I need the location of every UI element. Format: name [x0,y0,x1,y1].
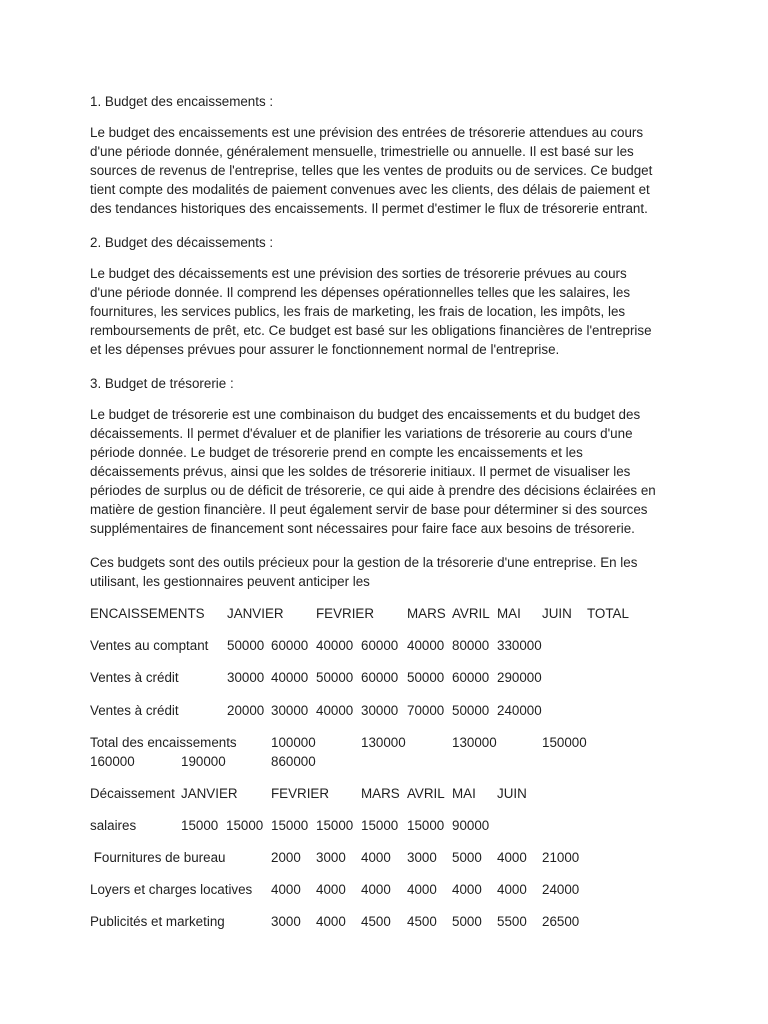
cell-value: 30000 [271,703,309,718]
header-cell: FEVRIER [316,606,375,621]
cell-value: 15000 [226,818,264,833]
cell-value: 150000 [542,735,587,750]
cell-total: 860000 [271,754,316,769]
cell-value: 4000 [361,850,391,865]
cell-value: 4500 [407,914,437,929]
table-row [90,912,690,931]
section-2-heading: 2. Budget des décaissements : [90,235,274,250]
row-label: Total des encaissements [90,735,237,750]
section-1-heading: 1. Budget des encaissements : [90,94,274,109]
conclusion-paragraph: Ces budgets sont des outils précieux pour la gestion de la trésorerie d'une entreprise. En les utilisant, les gestionnaires peuvent anticiper les [90,555,638,589]
header-cell: AVRIL [407,786,445,801]
cell-value: 50000 [407,670,445,685]
cell-value: 40000 [271,670,309,685]
row-label: Loyers et charges locatives [90,882,253,897]
cell-total: 330000 [497,638,542,653]
row-label: Ventes au comptant [90,638,209,653]
header-cell: JANVIER [227,606,284,621]
cell-value: 2000 [271,850,301,865]
cell-value: 70000 [407,703,445,718]
header-cell: MARS [407,606,446,621]
row-label: Publicités et marketing [90,914,225,929]
table-row [90,668,690,687]
cell-value: 30000 [227,670,265,685]
header-cell: MAI [497,606,521,621]
header-cell: JANVIER [181,786,238,801]
cell-value: 190000 [181,754,226,769]
cell-value: 5000 [452,914,482,929]
cell-value: 60000 [452,670,490,685]
cell-value: 4000 [316,882,346,897]
header-cell: MARS [361,786,400,801]
cell-value: 80000 [452,638,490,653]
cell-total: 240000 [497,703,542,718]
header-cell: JUIN [542,606,572,621]
table-row [90,848,690,867]
cell-value: 4000 [497,850,527,865]
cell-total: 90000 [452,818,490,833]
table-row [90,816,690,835]
cell-value: 3000 [316,850,346,865]
section-2-body: Le budget des décaissements est une prévision des sorties de trésorerie prévues au cours d'une période donnée. Il comprend les dépenses opérationnelles telles que les salaires, les fournitures, les services publics, les frais de marketing, les frais de location, les impôts, les remboursements de prêt, etc. Ce budget est basé sur les obligations financières de l'entreprise et les dépenses prévues pour assurer le fonctionnement normal de l'entreprise. [90,266,652,357]
cell-value: 15000 [181,818,219,833]
cell-value: 4000 [361,882,391,897]
row-label: salaires [90,818,137,833]
cell-value: 3000 [407,850,437,865]
cell-value: 4000 [271,882,301,897]
row-label: Fournitures de bureau [90,850,226,865]
cell-total: 290000 [497,670,542,685]
cell-value: 60000 [271,638,309,653]
cell-value: 130000 [452,735,497,750]
total-encaissements-row [90,733,690,752]
section-3-heading: 3. Budget de trésorerie : [90,376,234,391]
header-cell: ENCAISSEMENTS [90,606,205,621]
cell-value: 130000 [361,735,406,750]
cell-value: 40000 [407,638,445,653]
cell-total: 26500 [542,914,580,929]
cell-value: 60000 [361,670,399,685]
cell-value: 4000 [452,882,482,897]
cell-value: 50000 [227,638,265,653]
cell-value: 100000 [271,735,316,750]
decaissements-header-row [90,784,690,803]
cell-value: 40000 [316,703,354,718]
cell-value: 15000 [361,818,399,833]
cell-total: 21000 [542,850,580,865]
table-row [90,880,690,899]
cell-value: 50000 [452,703,490,718]
section-3-body: Le budget de trésorerie est une combinaison du budget des encaissements et du budget des décaissements. Il permet d'évaluer et de planifier les variations de trésorerie au cours d'une période donnée. Le budget de trésorerie prend en compte les encaissements et les décaissements prévus, ainsi que les soldes de trésorerie initiaux. Il permet de visualiser les périodes de surplus ou de déficit de trésorerie, ce qui aide à prendre des décisions éclairées en matière de gestion financière. Il peut également servir de base pour déterminer si des sources supplémentaires de financement sont nécessaires pour faire face aux besoins de trésorerie. [90,407,656,536]
cell-value: 4000 [407,882,437,897]
cell-value: 30000 [361,703,399,718]
header-cell: AVRIL [452,606,490,621]
cell-value: 4500 [361,914,391,929]
cell-value: 160000 [90,754,135,769]
table-row [90,636,690,655]
cell-value: 5500 [497,914,527,929]
cell-total: 24000 [542,882,580,897]
cell-value: 5000 [452,850,482,865]
cell-value: 4000 [497,882,527,897]
cell-value: 15000 [407,818,445,833]
header-cell: JUIN [497,786,527,801]
cell-value: 50000 [316,670,354,685]
header-cell: MAI [452,786,476,801]
cell-value: 3000 [271,914,301,929]
cell-value: 40000 [316,638,354,653]
row-label: Ventes à crédit [90,670,179,685]
row-label: Ventes à crédit [90,703,179,718]
table-row [90,701,690,720]
cell-value: 60000 [361,638,399,653]
cell-value: 15000 [271,818,309,833]
total-encaissements-row-wrap [90,752,690,771]
header-cell: Décaissement [90,786,175,801]
section-1-body: Le budget des encaissements est une prévision des entrées de trésorerie attendues au cours d'une période donnée, généralement mensuelle, trimestrielle ou annuelle. Il est basé sur les sources de revenus de l'entreprise, telles que les ventes de produits ou de services. Ce budget tient compte des modalités de paiement convenues avec les clients, des délais de paiement et des tendances historiques des encaissements. Il permet d'estimer le flux de trésorerie entrant. [90,125,653,216]
cell-value: 4000 [316,914,346,929]
cell-value: 15000 [316,818,354,833]
header-cell: FEVRIER [271,786,330,801]
encaissements-header-row [90,604,690,623]
header-cell: TOTAL [587,606,629,621]
cell-value: 20000 [227,703,265,718]
